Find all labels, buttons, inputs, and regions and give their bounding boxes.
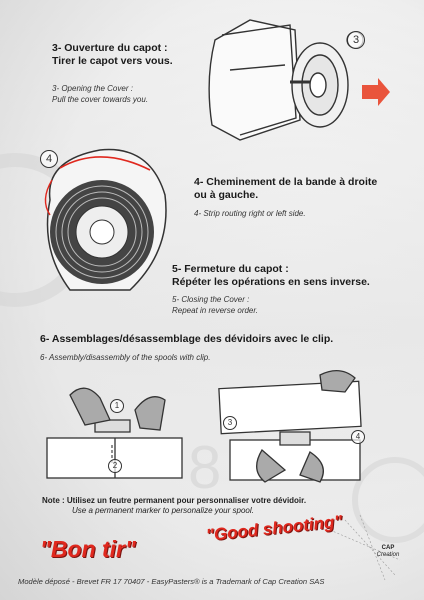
step6-marker-4: 4 <box>351 430 365 444</box>
step4-english-text: 4- Strip routing right or left side. <box>194 209 306 218</box>
step3-badge: 3 <box>347 31 365 49</box>
slogan-french: "Bon tir" <box>40 536 136 562</box>
step4-badge: 4 <box>40 150 58 168</box>
pull-arrow-icon <box>362 78 390 106</box>
step5-english-title: 5- Closing the Cover : <box>172 295 250 304</box>
step6-english-text: 6- Assembly/disassembly of the spools with clip. <box>40 353 211 362</box>
note-french: Note : Utilisez un feutre permanent pour personnaliser votre dévidoir. <box>42 496 307 505</box>
step5-title: 5- Fermeture du capot : <box>172 263 289 275</box>
brand-logo <box>374 545 402 559</box>
step4-illustration <box>45 150 166 290</box>
step3-illustration <box>209 20 348 140</box>
step5-english-text: Repeat in reverse order. <box>172 306 258 315</box>
step6-right-illustration <box>219 371 361 482</box>
step4-title: 4- Cheminement de la bande à droite <box>194 176 378 188</box>
bg-digit: 8 <box>188 434 222 501</box>
step3-subtitle: Tirer le capot vers vous. <box>52 55 173 67</box>
footer-legal: Modèle déposé - Brevet FR 17 70407 - EasyPasters® is a Trademark of Cap Creation SAS <box>18 577 325 586</box>
bg-swirl-right <box>355 460 424 540</box>
step3-title: 3- Ouverture du capot : <box>52 42 168 54</box>
step3-english-title: 3- Opening the Cover : <box>52 84 133 93</box>
step3-english-text: Pull the cover towards you. <box>52 95 149 104</box>
slogan-english: "Good shooting" <box>205 511 344 545</box>
step5-subtitle: Répéter les opérations en sens inverse. <box>172 276 370 288</box>
step6-title: 6- Assemblages/désassemblage des dévidoirs avec le clip. <box>40 333 334 345</box>
brand-logo-line1: CAP <box>381 545 395 551</box>
step4-subtitle: ou à gauche. <box>194 189 259 201</box>
note-english: Use a permanent marker to personalize your spool. <box>72 506 254 515</box>
step6-marker-2: 2 <box>108 459 122 473</box>
brand-logo-line2: Creation <box>376 552 400 558</box>
step6-marker-3: 3 <box>223 416 237 430</box>
step6-marker-1: 1 <box>110 399 124 413</box>
